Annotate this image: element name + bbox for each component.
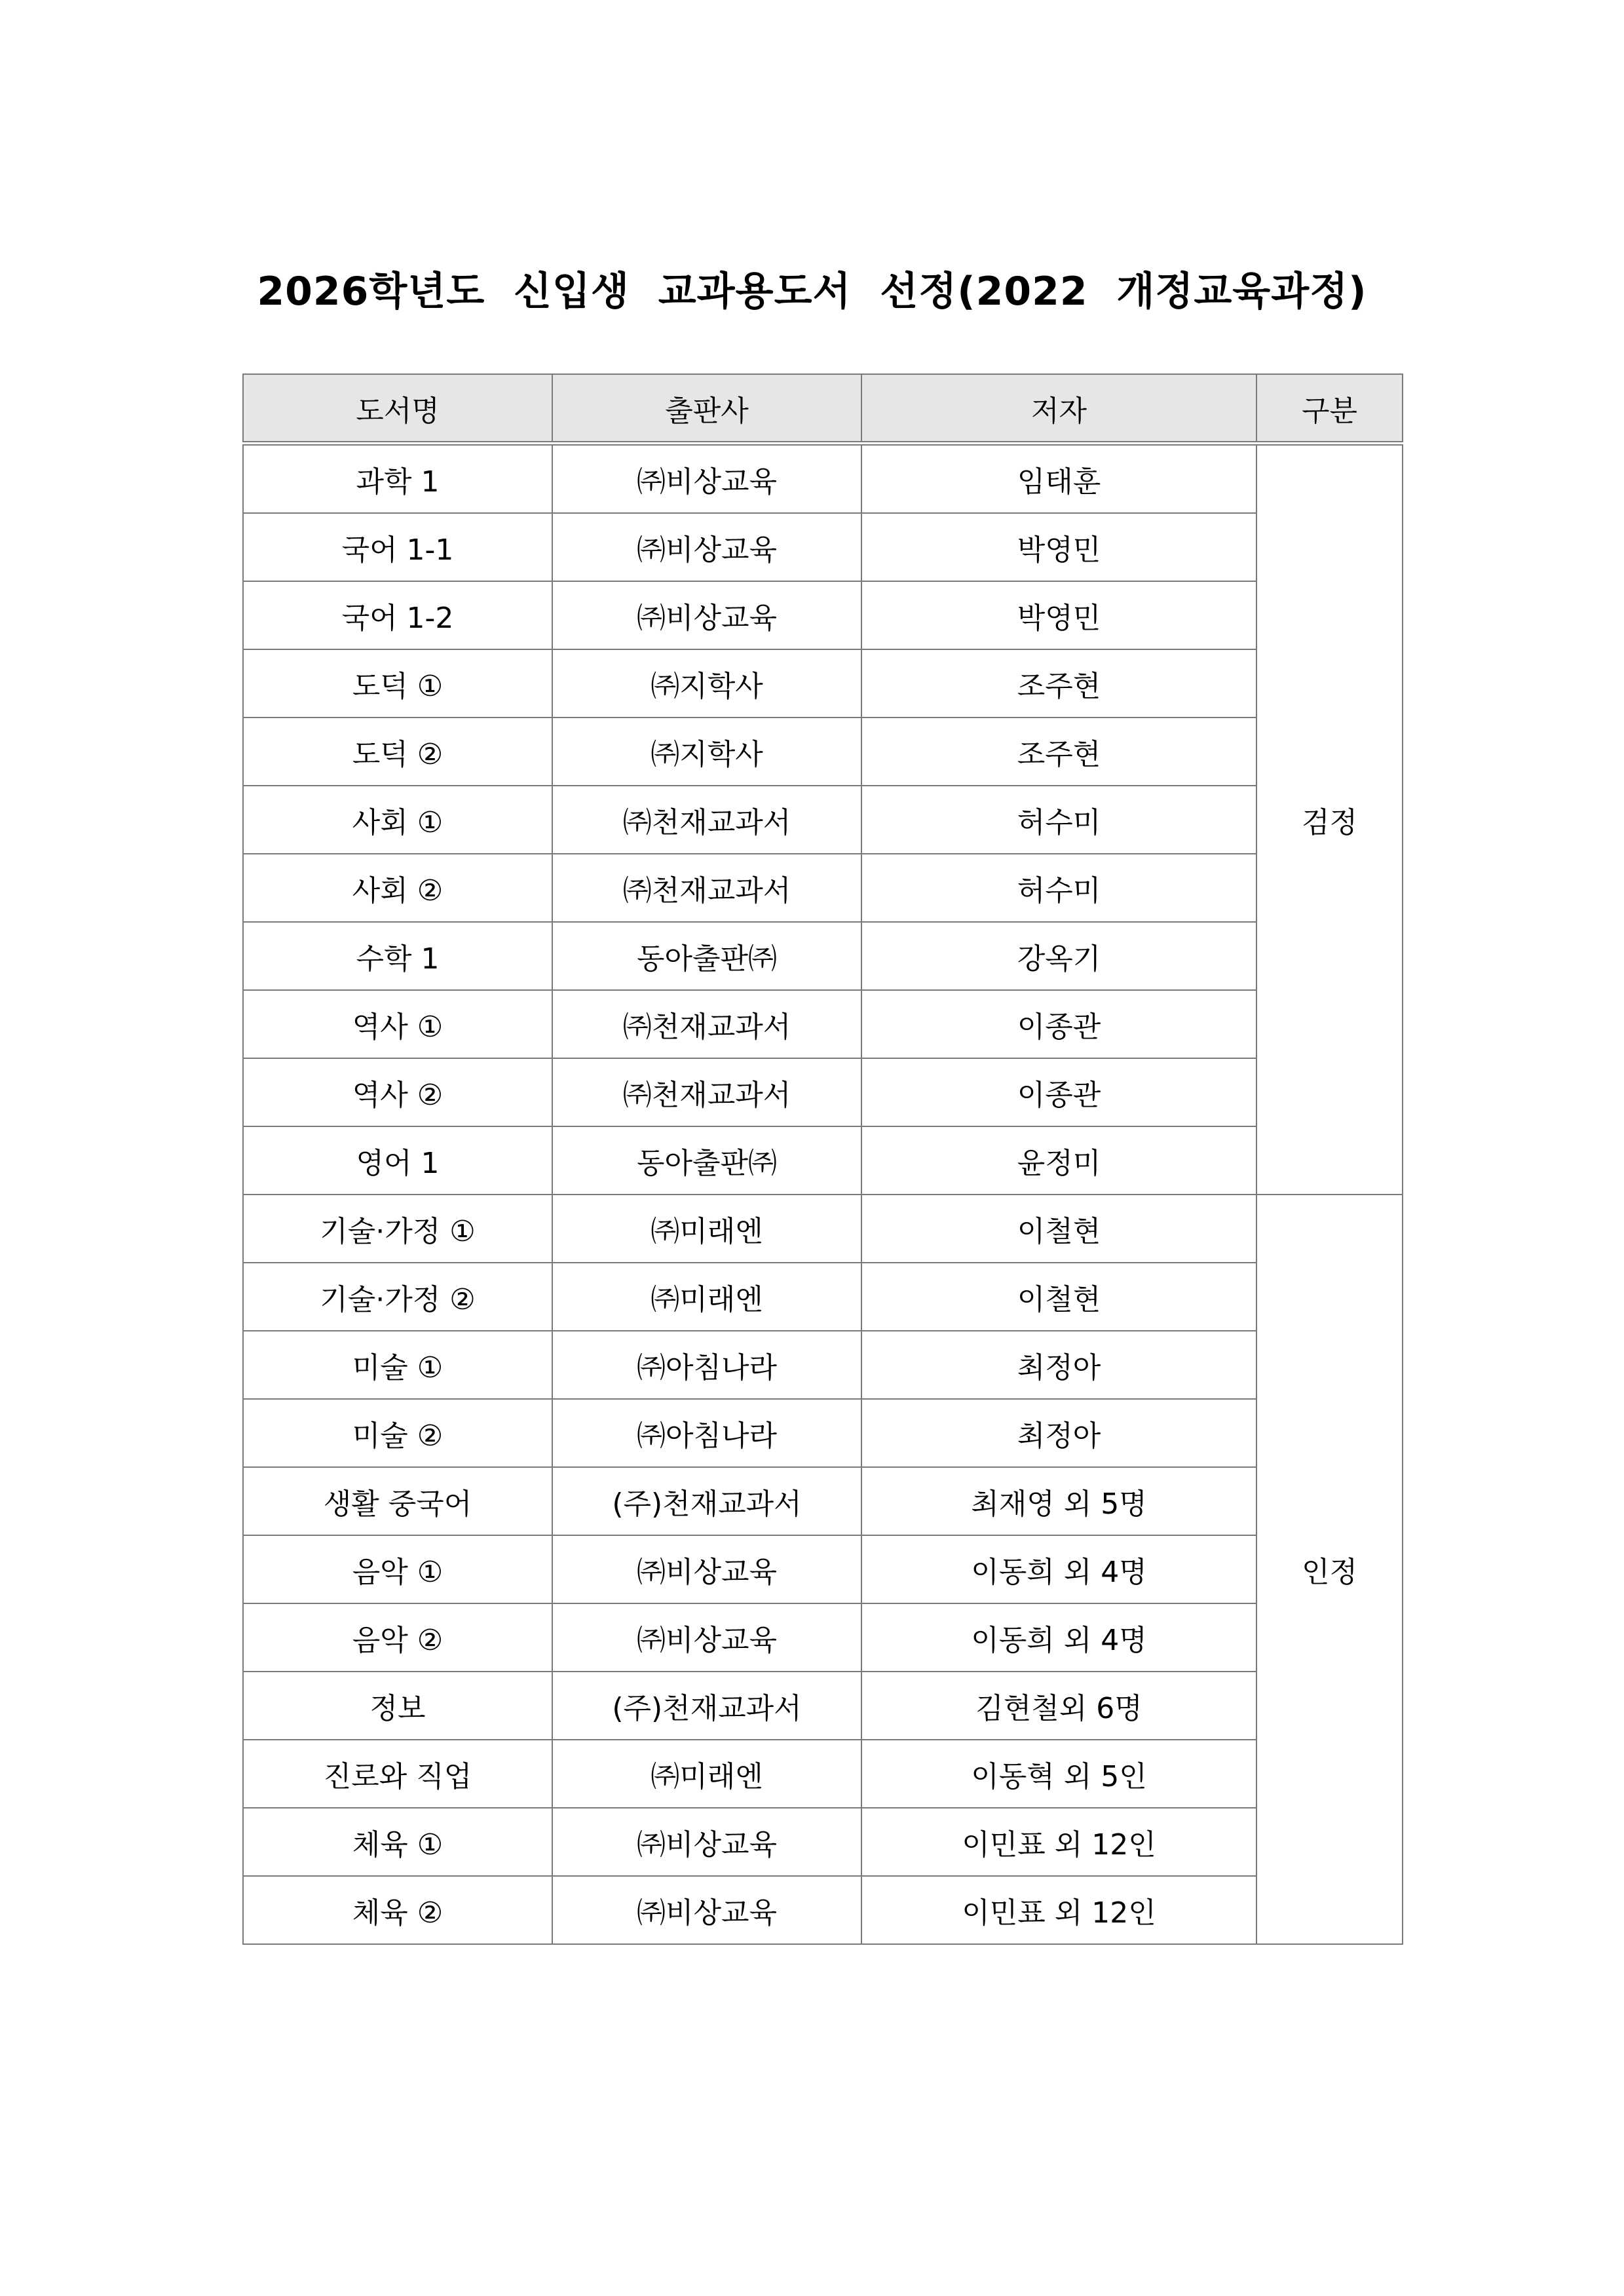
- publisher-cell: 동아출판㈜: [552, 1126, 861, 1195]
- author-cell: 이종관: [861, 990, 1256, 1058]
- table-row: [243, 1740, 1403, 1808]
- publisher-cell: ㈜비상교육: [552, 513, 861, 581]
- header-category: 구분: [1256, 374, 1403, 444]
- header-publisher: 출판사: [552, 374, 861, 444]
- publisher-cell: ㈜비상교육: [552, 1603, 861, 1672]
- publisher-cell: ㈜비상교육: [552, 444, 861, 514]
- page-title: 2026학년도 신입생 교과용도서 선정(2022 개정교육과정): [257, 269, 1367, 315]
- table-row: [243, 1672, 1403, 1740]
- book-title-cell: 도덕 ②: [243, 718, 552, 786]
- author-cell: 허수미: [861, 786, 1256, 854]
- book-title-cell: 체육 ②: [243, 1876, 552, 1944]
- publisher-cell: (주)천재교과서: [552, 1467, 861, 1535]
- author-cell: 최정아: [861, 1331, 1256, 1399]
- table-row: [243, 990, 1403, 1058]
- table-row: [243, 1263, 1403, 1331]
- book-title-cell: 체육 ①: [243, 1808, 552, 1876]
- author-cell: 강옥기: [861, 922, 1256, 990]
- book-title-cell: 진로와 직업: [243, 1740, 552, 1808]
- table-row: [243, 1331, 1403, 1399]
- author-cell: 임태훈: [861, 444, 1256, 514]
- category-cell: 인정: [1256, 1195, 1403, 1944]
- book-title-cell: 역사 ①: [243, 990, 552, 1058]
- book-title-cell: 정보: [243, 1672, 552, 1740]
- publisher-cell: ㈜천재교과서: [552, 854, 861, 922]
- publisher-cell: ㈜비상교육: [552, 1808, 861, 1876]
- author-cell: 조주현: [861, 649, 1256, 718]
- publisher-cell: ㈜천재교과서: [552, 990, 861, 1058]
- publisher-cell: ㈜천재교과서: [552, 786, 861, 854]
- table-row: [243, 1808, 1403, 1876]
- author-cell: 윤정미: [861, 1126, 1256, 1195]
- publisher-cell: ㈜아침나라: [552, 1331, 861, 1399]
- table-row: [243, 786, 1403, 854]
- publisher-cell: (주)천재교과서: [552, 1672, 861, 1740]
- author-cell: 이동희 외 4명: [861, 1535, 1256, 1603]
- book-title-cell: 음악 ①: [243, 1535, 552, 1603]
- book-title-cell: 수학 1: [243, 922, 552, 990]
- book-title-cell: 역사 ②: [243, 1058, 552, 1126]
- author-cell: 이동희 외 4명: [861, 1603, 1256, 1672]
- header-author: 저자: [861, 374, 1256, 444]
- publisher-cell: 동아출판㈜: [552, 922, 861, 990]
- author-cell: 김현철외 6명: [861, 1672, 1256, 1740]
- publisher-cell: ㈜비상교육: [552, 1876, 861, 1944]
- table-row: [243, 854, 1403, 922]
- author-cell: 최재영 외 5명: [861, 1467, 1256, 1535]
- book-title-cell: 사회 ②: [243, 854, 552, 922]
- publisher-cell: ㈜아침나라: [552, 1399, 861, 1467]
- table-header-row: [243, 374, 1403, 444]
- book-title-cell: 음악 ②: [243, 1603, 552, 1672]
- book-title-cell: 기술·가정 ①: [243, 1195, 552, 1263]
- table-row: [243, 513, 1403, 581]
- book-title-cell: 기술·가정 ②: [243, 1263, 552, 1331]
- author-cell: 허수미: [861, 854, 1256, 922]
- publisher-cell: ㈜미래엔: [552, 1740, 861, 1808]
- publisher-cell: ㈜미래엔: [552, 1195, 861, 1263]
- table-row: [243, 649, 1403, 718]
- publisher-cell: ㈜지학사: [552, 718, 861, 786]
- table-row: [243, 1467, 1403, 1535]
- book-title-cell: 사회 ①: [243, 786, 552, 854]
- author-cell: 박영민: [861, 581, 1256, 649]
- table-row: [243, 1126, 1403, 1195]
- author-cell: 이철현: [861, 1263, 1256, 1331]
- category-cell: 검정: [1256, 444, 1403, 1195]
- author-cell: 조주현: [861, 718, 1256, 786]
- author-cell: 이동혁 외 5인: [861, 1740, 1256, 1808]
- publisher-cell: ㈜지학사: [552, 649, 861, 718]
- author-cell: 이민표 외 12인: [861, 1876, 1256, 1944]
- table-row: [243, 581, 1403, 649]
- book-title-cell: 미술 ②: [243, 1399, 552, 1467]
- publisher-cell: ㈜미래엔: [552, 1263, 861, 1331]
- author-cell: 박영민: [861, 513, 1256, 581]
- publisher-cell: ㈜비상교육: [552, 581, 861, 649]
- book-title-cell: 생활 중국어: [243, 1467, 552, 1535]
- author-cell: 이종관: [861, 1058, 1256, 1126]
- book-title-cell: 국어 1-2: [243, 581, 552, 649]
- table-row: [243, 1058, 1403, 1126]
- table-row: [243, 1603, 1403, 1672]
- table-row: [243, 718, 1403, 786]
- publisher-cell: ㈜천재교과서: [552, 1058, 861, 1126]
- book-title-cell: 도덕 ①: [243, 649, 552, 718]
- book-title-cell: 영어 1: [243, 1126, 552, 1195]
- table-row: [243, 1195, 1403, 1263]
- author-cell: 이민표 외 12인: [861, 1808, 1256, 1876]
- header-title: 도서명: [243, 374, 552, 444]
- table-row: [243, 1535, 1403, 1603]
- table-row: [243, 444, 1403, 514]
- table-row: [243, 1399, 1403, 1467]
- book-title-cell: 미술 ①: [243, 1331, 552, 1399]
- book-title-cell: 과학 1: [243, 444, 552, 514]
- table-body: [243, 444, 1403, 1945]
- author-cell: 최정아: [861, 1399, 1256, 1467]
- book-title-cell: 국어 1-1: [243, 513, 552, 581]
- textbook-table: [242, 373, 1403, 1945]
- table-row: [243, 922, 1403, 990]
- table-row: [243, 1876, 1403, 1944]
- author-cell: 이철현: [861, 1195, 1256, 1263]
- publisher-cell: ㈜비상교육: [552, 1535, 861, 1603]
